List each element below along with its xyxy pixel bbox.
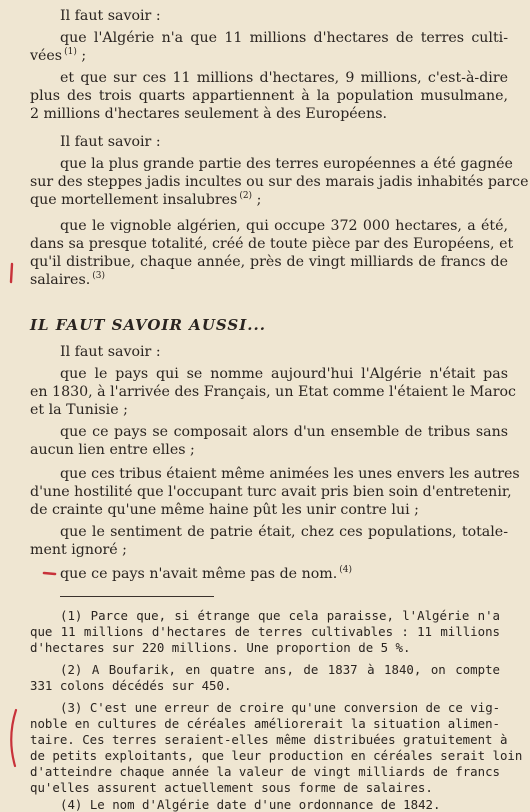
paragraph-line: et la Tunisie ;	[30, 402, 128, 418]
paragraph-line: que l'Algérie n'a que 11 millions d'hectares de terres culti-	[60, 30, 508, 46]
footnote-line: que 11 millions d'hectares de terres cultivables : 11 millions	[30, 624, 500, 639]
paragraph-line: salaires. $^{(3)}$	[30, 271, 105, 288]
footnote-line: qu'elles assurent actuellement sous forme de salaires.	[30, 780, 433, 795]
footnote-ref: (4)	[339, 565, 352, 575]
paragraph-line: que ces tribus étaient même animées les unes envers les autres	[60, 466, 520, 482]
paragraph-line: Il faut savoir :	[60, 344, 161, 360]
footnote-ref: (2)	[239, 191, 253, 201]
paragraph-line: dans sa presque totalité, créé de toute pièce par des Européens, et	[30, 236, 514, 252]
paragraph-line: que le sentiment de patrie était, chez ces populations, totale-	[60, 524, 508, 540]
red-tick-mark-icon	[6, 262, 18, 284]
footnote-ref: (3)	[92, 271, 105, 281]
paragraph-line: Il faut savoir :	[60, 134, 161, 150]
footnote-line: (2) A Boufarik, en quatre ans, de 1837 à 1840, on compte	[60, 662, 500, 677]
paragraph-line: sur des steppes jadis incultes ou sur des marais jadis inhabités parce	[30, 174, 529, 190]
footnote-line: (1) Parce que, si étrange que cela paraisse, l'Algérie n'a	[60, 608, 500, 623]
paragraph-line: que ce pays se composait alors d'un ensemble de tribus sans	[60, 424, 508, 440]
footnote-line: (4) Le nom d'Algérie date d'une ordonnance de 1842.	[60, 797, 441, 812]
paragraph-line: 2 millions d'hectares seulement à des Européens.	[30, 106, 388, 122]
paragraph-line: que le vignoble algérien, qui occupe 372 000 hectares, a été,	[60, 218, 508, 234]
paragraph-line: plus des trois quarts appartiennent à la population musulmane,	[30, 88, 508, 104]
paragraph-line: de crainte qu'une même haine pût les unir contre lui ;	[30, 502, 419, 518]
footnote-line: d'atteindre chaque année la valeur de vingt milliards de francs	[30, 764, 500, 779]
footnote-line: noble en cultures de céréales améliorerait la situation alimen-	[30, 716, 500, 731]
paragraph-line: Il faut savoir :	[60, 8, 161, 24]
paragraph-line: que ce pays n'avait même pas de nom. $^{(4)}$	[60, 565, 352, 582]
paragraph-line: que la plus grande partie des terres européennes a été gagnée	[60, 156, 513, 172]
paragraph-line: et que sur ces 11 millions d'hectares, 9 millions, c'est-à-dire	[60, 70, 508, 86]
footnote-line: (3) C'est une erreur de croire qu'une conversion de ce vig-	[60, 700, 501, 715]
paragraph-line: que le pays qui se nomme aujourd'hui l'Algérie n'était pas	[60, 366, 508, 382]
paragraph-line: ment ignoré ;	[30, 542, 127, 558]
paragraph-line: d'une hostilité que l'occupant turc avait pris bien soin d'entretenir,	[30, 484, 512, 500]
paragraph-line: que mortellement insalubres $^{(2)}$ ;	[30, 191, 262, 208]
red-bracket-mark-icon	[4, 706, 20, 770]
footnote-line: 331 colons décédés sur 450.	[30, 678, 232, 693]
footnote-ref: (1)	[64, 47, 77, 57]
footnote-line: de petits exploitants, que leur production en céréales serait loin	[30, 748, 523, 763]
paragraph-line: en 1830, à l'arrivée des Français, un Etat comme l'étaient le Maroc	[30, 384, 516, 400]
paragraph-line: vées $^{(1)}$ ;	[30, 47, 87, 64]
paragraph-line: qu'il distribue, chaque année, près de vingt milliards de francs de	[30, 254, 508, 270]
footnote-line: taire. Ces terres seraient-elles même distribuées gratuitement à	[30, 732, 508, 747]
footnote-line: d'hectares sur 220 millions. Une proportion de 5 %.	[30, 640, 411, 655]
footnote-divider	[60, 596, 214, 597]
red-dash-mark-icon	[42, 568, 58, 578]
section-heading: IL FAUT SAVOIR AUSSI...	[30, 316, 266, 334]
paragraph-line: aucun lien entre elles ;	[30, 442, 195, 458]
